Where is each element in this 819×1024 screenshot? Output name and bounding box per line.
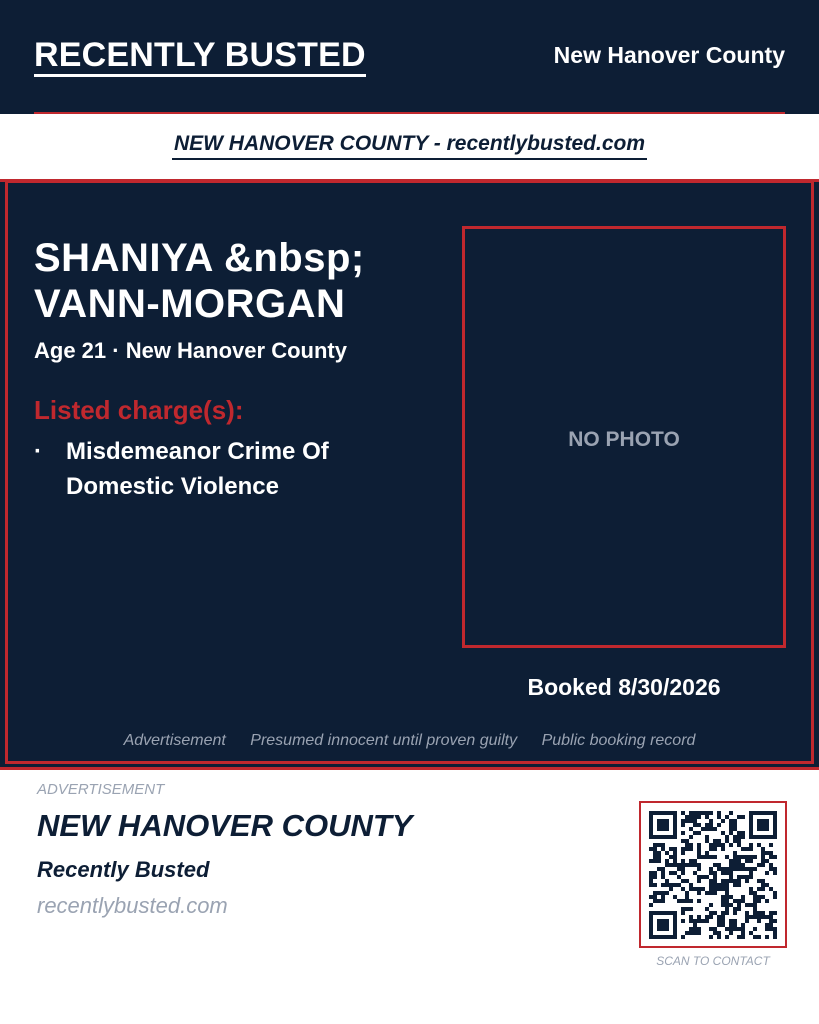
photo-placeholder: NO PHOTO xyxy=(568,428,680,451)
disclaimer-advertisement: Advertisement xyxy=(123,732,226,749)
ad-title: NEW HANOVER COUNTY xyxy=(37,808,413,843)
header-county: New Hanover County xyxy=(553,42,785,68)
charges-heading: Listed charge(s): xyxy=(34,395,244,425)
disclaimer-public-record: Public booking record xyxy=(541,732,696,749)
bullet-icon: · xyxy=(34,438,42,465)
charges-list xyxy=(34,434,434,504)
ad-url-link[interactable]: recentlybusted.com xyxy=(37,893,228,918)
ad-subtitle: Recently Busted xyxy=(37,857,210,882)
qr-code-icon xyxy=(649,811,777,939)
disclaimer-presumed-innocent: Presumed innocent until proven guilty xyxy=(250,732,518,749)
disclaimer-row xyxy=(0,732,819,750)
person-meta: Age 21 · New Hanover County xyxy=(34,338,347,363)
qr-code[interactable] xyxy=(639,801,787,948)
charge-text: Misdemeanor Crime Of Domestic Violence xyxy=(66,438,329,500)
brand-logo[interactable]: RECENTLY BUSTED xyxy=(34,36,366,77)
ad-label: ADVERTISEMENT xyxy=(37,781,165,798)
booking-date: Booked 8/30/2026 xyxy=(527,674,721,700)
person-name: SHANIYA &nbsp; VANN-MORGAN xyxy=(34,236,365,326)
subheader xyxy=(0,132,819,160)
charge-item xyxy=(34,434,434,504)
subheader-link[interactable]: NEW HANOVER COUNTY - recentlybusted.com xyxy=(172,132,647,160)
qr-caption: SCAN TO CONTACT xyxy=(656,954,770,968)
